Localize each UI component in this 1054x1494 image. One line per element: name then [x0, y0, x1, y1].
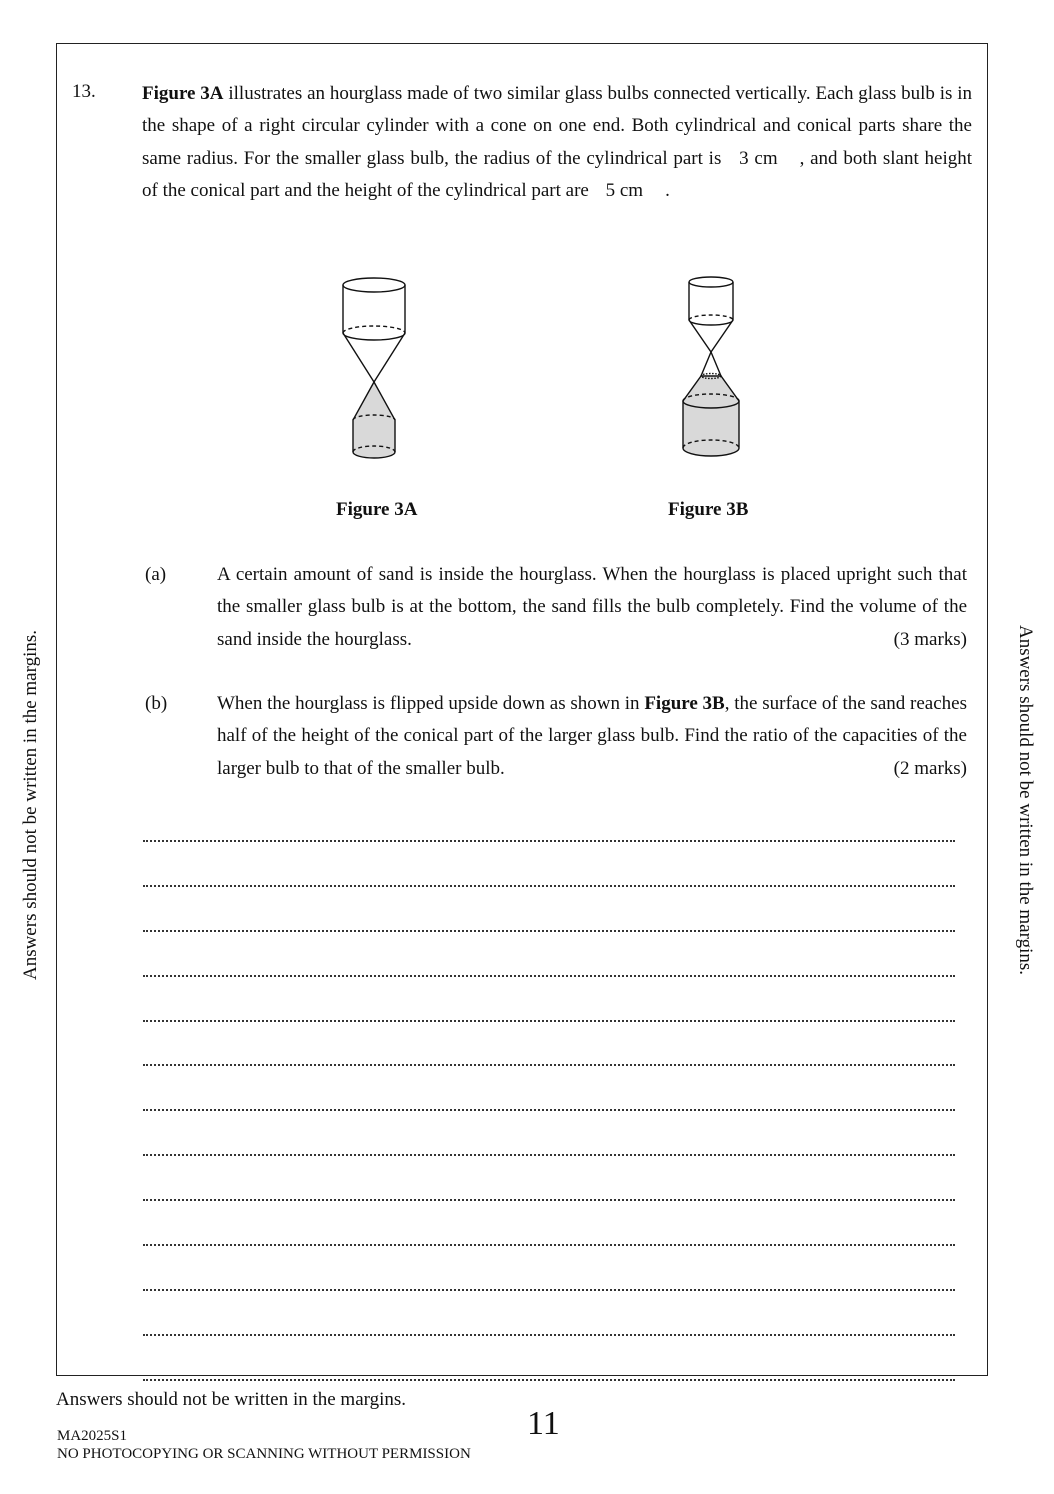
figure-3b-hourglass	[678, 270, 750, 470]
figure-3b-caption: Figure 3B	[668, 499, 749, 520]
height-value: 5 cm	[605, 179, 644, 201]
question-number: 13.	[72, 81, 96, 102]
answer-line[interactable]	[143, 916, 955, 932]
answer-line[interactable]	[143, 1320, 955, 1336]
right-margin-warning: Answers should not be written in the margins.	[1015, 624, 1036, 976]
answer-line[interactable]	[143, 826, 955, 842]
answer-line[interactable]	[143, 1230, 955, 1246]
footer-margin-warning: Answers should not be written in the margins.	[56, 1389, 407, 1410]
part-b-label: (b)	[145, 693, 168, 714]
answer-line[interactable]	[143, 1095, 955, 1111]
answer-line[interactable]	[143, 1185, 955, 1201]
answer-line[interactable]	[143, 1006, 955, 1022]
part-b-marks: (2 marks)	[893, 757, 967, 779]
left-margin-warning: Answers should not be written in the margins.	[20, 629, 41, 981]
answer-line[interactable]	[143, 1140, 955, 1156]
part-a-label: (a)	[145, 564, 167, 585]
radius-value: 3 cm	[739, 147, 778, 169]
part-a-text	[217, 559, 967, 656]
figure-3a-caption: Figure 3A	[336, 499, 418, 520]
intro-text-3: .	[665, 179, 670, 201]
question-intro	[142, 78, 972, 207]
answer-line[interactable]	[143, 1365, 955, 1381]
figure-3a-hourglass	[335, 270, 425, 470]
part-b-body-1: When the hourglass is flipped upside down as shown in	[217, 693, 645, 714]
answer-line[interactable]	[143, 961, 955, 977]
part-a-body: A certain amount of sand is inside the hourglass. When the hourglass is placed upright such that the smaller glass bulb is at the bottom, the sand fills the bulb completely. Find the volume of the sand inside the hourglass.	[217, 564, 967, 650]
page-number: 11	[527, 1405, 560, 1442]
answer-line[interactable]	[143, 871, 955, 887]
figure-3a-reference: Figure 3A	[142, 83, 224, 104]
part-a-marks: (3 marks)	[893, 628, 967, 650]
part-b-body-2: , the surface of the sand reaches half of the height of the conical part of the larger glass bulb. Find the ratio of the capacities of the larger bulb to that of the smaller bulb.	[217, 693, 967, 779]
figure-3b-reference: Figure 3B	[644, 693, 725, 714]
intro-text-2: , and both slant height of the conical part and the height of the cylindrical part are	[142, 147, 973, 201]
part-b-text	[217, 688, 967, 785]
paper-code: MA2025S1	[57, 1428, 128, 1444]
answer-lines[interactable]	[143, 826, 955, 1410]
intro-text-1: illustrates an hourglass made of two similar glass bulbs connected vertically. Each glass bulb is in the shape of a right circular cylinder with a cone on one end. Both cylindrical and conical parts share the same radius. For the smaller glass bulb, the radius of the cylindrical part is	[142, 83, 972, 169]
answer-line[interactable]	[143, 1050, 955, 1066]
copyright-notice: NO PHOTOCOPYING OR SCANNING WITHOUT PERMISSION	[57, 1446, 471, 1462]
answer-line[interactable]	[143, 1275, 955, 1291]
